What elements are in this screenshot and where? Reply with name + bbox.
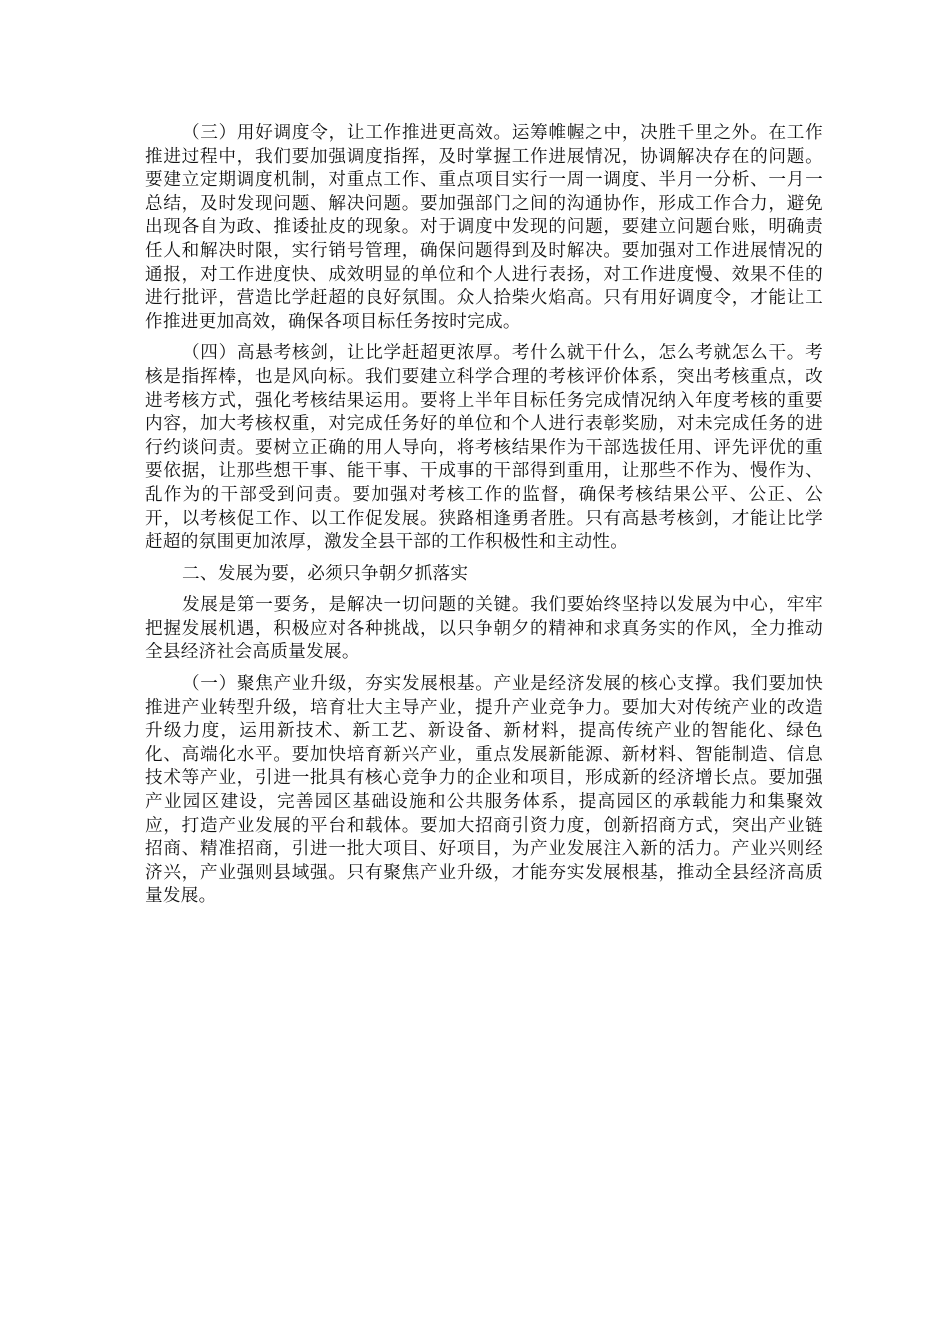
section-heading-development: 二、发展为要，必须只争朝夕抓落实	[181, 563, 469, 584]
paragraph-development-intro: 发展是第一要务，是解决一切问题的关键。我们要始终坚持以发展为中心，牢牢把握发展机遇，积极应对各种挑战，以只争朝夕的精神和求真务实的作风，全力推动全县经济社会高质量发展。	[145, 595, 823, 663]
paragraph-dispatch-order: （三）用好调度令，让工作推进更高效。运筹帷幄之中，决胜千里之外。在工作推进过程中，我们要加强调度指挥，及时掌握工作进展情况，协调解决存在的问题。要建立定期调度机制，对重点工作、重点项目实行一周一调度、半月一分析、一月一总结，及时发现问题、解决问题。要加强部门之间的沟通协作，形成工作合力，避免出现各自为政、推诿扯皮的现象。对于调度中发现的问题，要建立问题台账，明确责任人和解决时限，实行销号管理，确保问题得到及时解决。要加强对工作进展情况的通报，对工作进度快、成效明显的单位和个人进行表扬，对工作进度慢、效果不佳的进行批评，营造比学赶超的良好氛围。众人拾柴火焰高。只有用好调度令，才能让工作推进更加高效，确保各项目标任务按时完成。	[145, 123, 823, 332]
document-body	[145, 122, 823, 917]
paragraph-industry-upgrade: （一）聚焦产业升级，夯实发展根基。产业是经济发展的核心支撑。我们要加快推进产业转型升级，培育壮大主导产业，提升产业竞争力。要加大对传统产业的改造升级力度，运用新技术、新工艺、新设备、新材料，提高传统产业的智能化、绿色化、高端化水平。要加快培育新兴产业，重点发展新能源、新材料、智能制造、信息技术等产业，引进一批具有核心竞争力的企业和项目，形成新的经济增长点。要加强产业园区建设，完善园区基础设施和公共服务体系，提高园区的承载能力和集聚效应，打造产业发展的平台和载体。要加大招商引资力度，创新招商方式，突出产业链招商、精准招商，引进一批大项目、好项目，为产业发展注入新的活力。产业兴则经济兴，产业强则县域强。只有聚焦产业升级，才能夯实发展根基，推动全县经济高质量发展。	[145, 674, 823, 907]
paragraph-assessment-sword: （四）高悬考核剑，让比学赶超更浓厚。考什么就干什么，怎么考就怎么干。考核是指挥棒，也是风向标。我们要建立科学合理的考核评价体系，突出考核重点，改进考核方式，强化考核结果运用。要将上半年目标任务完成情况纳入年度考核的重要内容，加大考核权重，对完成任务好的单位和个人进行表彰奖励，对未完成任务的进行约谈问责。要树立正确的用人导向，将考核结果作为干部选拔任用、评先评优的重要依据，让那些想干事、能干事、干成事的干部得到重用，让那些不作为、慢作为、乱作为的干部受到问责。要加强对考核工作的监督，确保考核结果公平、公正、公开，以考核促工作、以工作促发展。狭路相逢勇者胜。只有高悬考核剑，才能让比学赶超的氛围更加浓厚，激发全县干部的工作积极性和主动性。	[145, 343, 823, 553]
